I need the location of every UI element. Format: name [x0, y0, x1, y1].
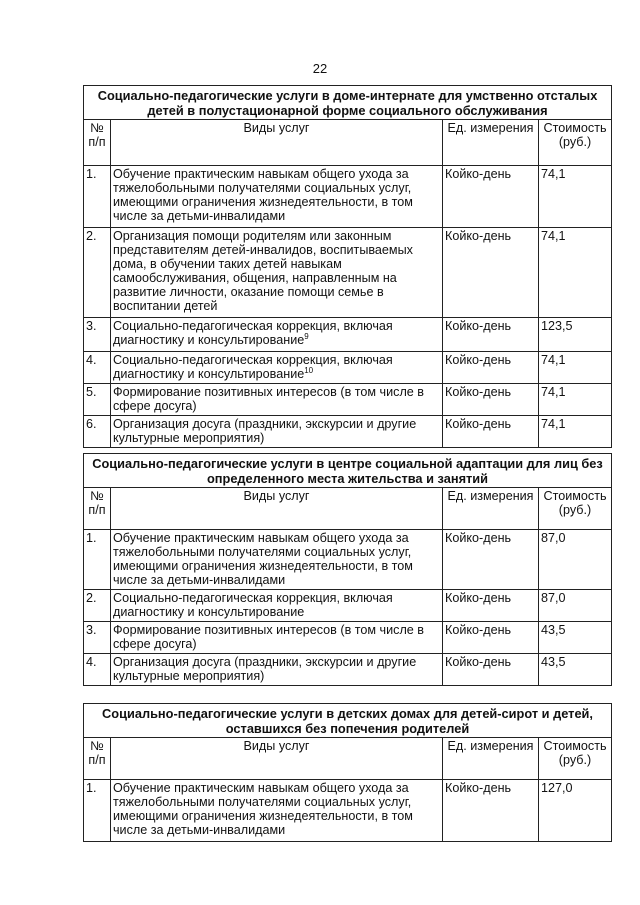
header-price: Стоимость (руб.) [539, 488, 612, 530]
header-service: Виды услуг [111, 488, 443, 530]
header-num: № п/п [84, 488, 111, 530]
table-row [84, 622, 612, 654]
header-price: Стоимость (руб.) [539, 120, 612, 166]
table-row [84, 654, 612, 686]
row-num: 5. [84, 384, 111, 416]
row-price: 43,5 [539, 622, 612, 654]
row-service [111, 318, 443, 352]
service-table-1 [83, 85, 611, 448]
row-price: 74,1 [539, 166, 612, 228]
table-row [84, 228, 612, 318]
row-unit: Койко-день [443, 228, 539, 318]
row-price: 43,5 [539, 654, 612, 686]
row-unit: Койко-день [443, 530, 539, 590]
row-num: 2. [84, 590, 111, 622]
table-row [84, 590, 612, 622]
row-unit: Койко-день [443, 352, 539, 384]
row-service: Организация досуга (праздники, экскурсии и другие культурные мероприятия) [111, 654, 443, 686]
header-unit: Ед. измерения [443, 738, 539, 780]
row-service: Обучение практическим навыкам общего ухода за тяжелобольными получателями социальных услуг, имеющими ограничения жизнедеятельности, в том числе за детьми-инвалидами [111, 530, 443, 590]
header-service: Виды услуг [111, 738, 443, 780]
table-row [84, 530, 612, 590]
row-unit: Койко-день [443, 318, 539, 352]
header-num: № п/п [84, 120, 111, 166]
row-service: Обучение практическим навыкам общего ухода за тяжелобольными получателями социальных услуг, имеющими ограничения жизнедеятельности, в том числе за детьми-инвалидами [111, 780, 443, 842]
header-unit: Ед. измерения [443, 488, 539, 530]
row-price: 74,1 [539, 384, 612, 416]
table-title: Социально-педагогические услуги в доме-интернате для умственно отсталых детей в полустационарной форме социального обслуживания [84, 86, 612, 120]
header-service: Виды услуг [111, 120, 443, 166]
row-price: 87,0 [539, 530, 612, 590]
row-service-text: Социально-педагогическая коррекция, включая диагностику и консультирование [113, 319, 393, 347]
row-num: 6. [84, 416, 111, 448]
table-title: Социально-педагогические услуги в центре социальной адаптации для лиц без определенного места жительства и занятий [84, 454, 612, 488]
header-unit: Ед. измерения [443, 120, 539, 166]
row-service: Обучение практическим навыкам общего ухода за тяжелобольными получателями социальных услуг, имеющими ограничения жизнедеятельности, в том числе за детьми-инвалидами [111, 166, 443, 228]
row-unit: Койко-день [443, 622, 539, 654]
service-table-2 [83, 453, 611, 686]
row-price: 74,1 [539, 416, 612, 448]
table-row [84, 352, 612, 384]
row-num: 4. [84, 654, 111, 686]
row-service: Организация помощи родителям или законным представителям детей-инвалидов, воспитываемых дома, в обучении таких детей навыкам самообслуживания, общения, направленным на развитие личности, оказание помощи семье в воспитании детей [111, 228, 443, 318]
row-num: 3. [84, 622, 111, 654]
row-num: 1. [84, 780, 111, 842]
row-price: 123,5 [539, 318, 612, 352]
table-row [84, 416, 612, 448]
row-unit: Койко-день [443, 780, 539, 842]
row-unit: Койко-день [443, 654, 539, 686]
row-num: 2. [84, 228, 111, 318]
table-row [84, 384, 612, 416]
row-service: Формирование позитивных интересов (в том числе в сфере досуга) [111, 622, 443, 654]
header-price: Стоимость (руб.) [539, 738, 612, 780]
table-row [84, 318, 612, 352]
row-unit: Койко-день [443, 416, 539, 448]
row-service: Социально-педагогическая коррекция, включая диагностику и консультирование [111, 590, 443, 622]
row-price: 127,0 [539, 780, 612, 842]
row-price: 87,0 [539, 590, 612, 622]
row-service: Организация досуга (праздники, экскурсии и другие культурные мероприятия) [111, 416, 443, 448]
row-price: 74,1 [539, 352, 612, 384]
row-service-text: Социально-педагогическая коррекция, включая диагностику и консультирование [113, 353, 393, 381]
row-num: 1. [84, 166, 111, 228]
table-row [84, 166, 612, 228]
row-unit: Койко-день [443, 384, 539, 416]
row-unit: Койко-день [443, 166, 539, 228]
row-service: Формирование позитивных интересов (в том числе в сфере досуга) [111, 384, 443, 416]
row-unit: Койко-день [443, 590, 539, 622]
row-price: 74,1 [539, 228, 612, 318]
page-number: 22 [312, 61, 328, 76]
footnote-ref: 9 [304, 331, 309, 341]
header-num: № п/п [84, 738, 111, 780]
row-service [111, 352, 443, 384]
footnote-ref: 10 [304, 365, 314, 375]
row-num: 1. [84, 530, 111, 590]
table-row [84, 780, 612, 842]
service-table-3 [83, 703, 611, 842]
row-num: 3. [84, 318, 111, 352]
row-num: 4. [84, 352, 111, 384]
table-title: Социально-педагогические услуги в детских домах для детей-сирот и детей, оставшихся без попечения родителей [84, 704, 612, 738]
